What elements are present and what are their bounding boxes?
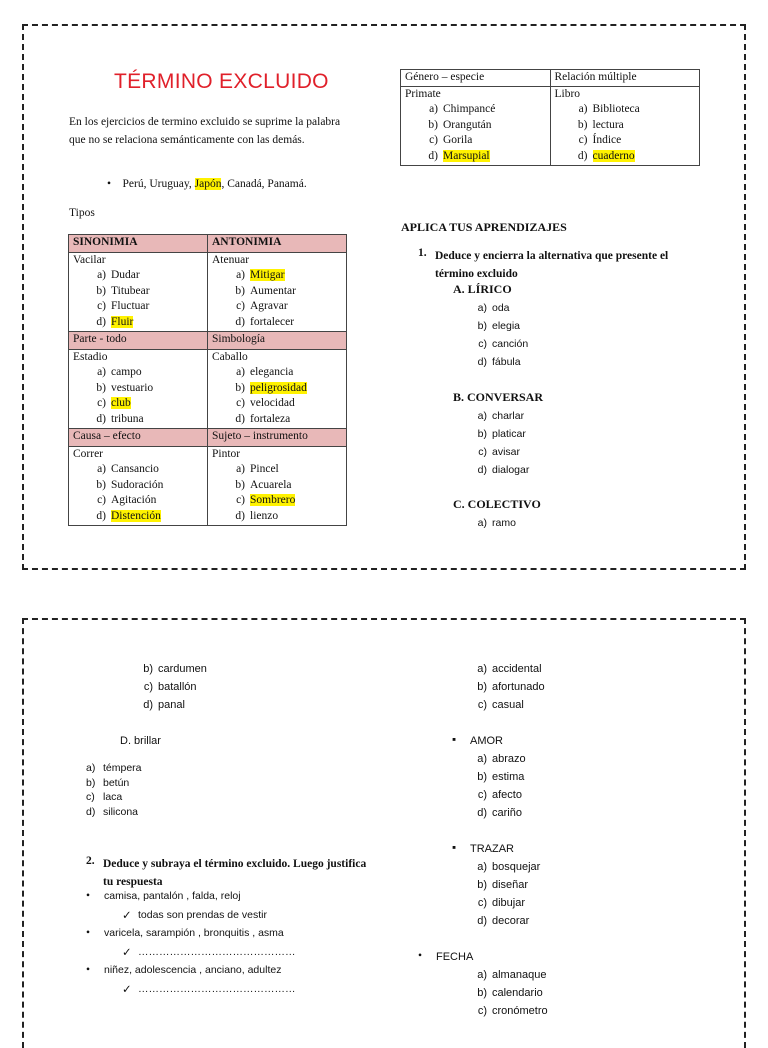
option-item <box>89 315 207 331</box>
option-text: laca <box>103 791 123 803</box>
option-text: campo <box>111 366 142 378</box>
option-text: Agravar <box>250 300 288 312</box>
option-item <box>228 315 346 331</box>
option-letter: a) <box>477 969 487 981</box>
option-item <box>571 118 700 134</box>
option-letter: c) <box>477 699 487 711</box>
option-text: abrazo <box>492 753 526 765</box>
option-item <box>470 969 546 981</box>
q2-justification: ……………………………………… <box>138 946 296 958</box>
option-text: lienzo <box>250 509 279 522</box>
option-letter: b) <box>477 320 487 332</box>
option-item <box>89 299 207 315</box>
option-letter: c) <box>578 134 588 146</box>
option-text: Chimpancé <box>443 103 496 115</box>
option-item <box>470 879 528 891</box>
option-text: Dudar <box>111 269 140 281</box>
q2-number: 2. <box>86 855 95 867</box>
table-header-row <box>401 70 700 87</box>
option-letter: d) <box>477 464 487 476</box>
option-text: Distención <box>111 509 161 522</box>
q2-justification: todas son prendas de vestir <box>138 909 267 921</box>
header-cell: Relación múltiple <box>550 70 700 87</box>
option-letter: d) <box>477 915 487 927</box>
option-list <box>555 102 700 164</box>
option-list <box>212 365 346 427</box>
option-item <box>136 681 197 693</box>
option-letter: a) <box>236 366 245 378</box>
option-item <box>89 396 207 412</box>
bullet-icon: • <box>418 950 423 962</box>
option-item <box>89 462 207 478</box>
table-body-row <box>401 87 700 166</box>
option-item <box>470 428 526 440</box>
option-text: fábula <box>492 356 521 368</box>
option-item <box>421 133 550 149</box>
option-item <box>470 681 545 693</box>
table-body-row <box>69 349 347 429</box>
option-letter: c) <box>97 494 106 506</box>
header-cell: Causa – efecto <box>69 429 208 447</box>
option-item <box>470 771 524 783</box>
table-cell <box>69 252 208 332</box>
option-letter: d) <box>235 509 245 522</box>
option-letter: d) <box>477 356 487 368</box>
option-text: Fluctuar <box>111 300 150 312</box>
example-after: , Canadá, Panamá. <box>221 178 307 190</box>
option-item <box>136 663 207 675</box>
option-text: Orangután <box>443 118 492 131</box>
section-title: D. brillar <box>120 735 161 747</box>
option-text: cuaderno <box>592 149 635 162</box>
option-letter: d) <box>86 805 96 818</box>
bullet-icon: • <box>107 178 112 190</box>
option-text: canción <box>492 338 529 350</box>
option-item <box>89 268 207 284</box>
option-text: elegancia <box>250 366 294 378</box>
option-item <box>470 302 510 314</box>
option-item <box>470 699 524 711</box>
option-item <box>470 987 543 999</box>
example-highlight: Japón <box>194 178 222 190</box>
option-letter: b) <box>86 776 96 789</box>
section-title: B. CONVERSAR <box>453 390 544 404</box>
option-letter: b) <box>577 118 588 131</box>
option-letter: a) <box>86 762 96 774</box>
option-list <box>73 365 207 427</box>
option-text: platicar <box>492 428 526 440</box>
option-list <box>212 462 346 524</box>
cell-word: Primate <box>405 88 441 100</box>
types-table <box>68 234 347 526</box>
table-header-row <box>69 235 347 253</box>
option-letter: b) <box>477 428 487 440</box>
option-list <box>73 268 207 330</box>
cell-word: Correr <box>73 447 104 460</box>
option-item <box>470 897 525 909</box>
option-item <box>470 663 542 675</box>
option-letter: b) <box>235 478 245 491</box>
table-header-row <box>69 429 347 447</box>
option-item <box>470 861 540 873</box>
header-cell: Sujeto – instrumento <box>208 429 347 447</box>
option-letter: c) <box>86 791 95 803</box>
option-item <box>86 777 129 789</box>
option-text: Marsupial <box>443 149 490 162</box>
option-letter: a) <box>477 410 487 422</box>
table-cell <box>208 446 347 526</box>
option-item <box>470 356 521 368</box>
bullet-icon: • <box>86 927 91 939</box>
option-item <box>470 517 516 529</box>
option-text: Cansancio <box>111 463 159 475</box>
option-letter: d) <box>577 149 588 162</box>
option-letter: b) <box>428 118 438 131</box>
table-cell <box>69 446 208 526</box>
option-text: fortaleza <box>250 412 291 425</box>
option-letter: d) <box>96 315 106 328</box>
option-letter: a) <box>97 463 106 475</box>
bullet-icon: ▪ <box>452 842 457 854</box>
option-text: témpera <box>103 762 142 774</box>
bullet-icon: • <box>86 964 91 976</box>
option-letter: b) <box>477 681 487 693</box>
option-item <box>136 699 185 711</box>
option-text: Gorila <box>443 134 473 146</box>
cell-word: Pintor <box>212 447 241 460</box>
aplica-heading: APLICA TUS APRENDIZAJES <box>401 220 567 234</box>
option-text: ramo <box>492 517 516 529</box>
option-item <box>228 412 346 428</box>
option-text: estima <box>492 771 525 783</box>
option-letter: a) <box>477 861 487 873</box>
option-item <box>228 493 346 509</box>
option-text: silicona <box>103 805 139 818</box>
cell-word: Caballo <box>212 350 248 363</box>
option-text: batallón <box>158 681 197 693</box>
option-item <box>228 478 346 494</box>
option-item <box>470 446 520 458</box>
option-item <box>89 381 207 397</box>
option-letter: c) <box>143 681 153 693</box>
table-cell <box>69 349 208 429</box>
q1-number: 1. <box>418 247 427 259</box>
example-before: Perú, Uruguay, <box>122 178 195 190</box>
option-text: dibujar <box>492 897 526 909</box>
q2-item-text: niñez, adolescencia , anciano, adultez <box>104 964 282 976</box>
cell-word: Libro <box>554 88 581 100</box>
option-text: decorar <box>492 915 530 927</box>
option-item <box>228 462 346 478</box>
option-letter: c) <box>477 789 487 801</box>
option-text: casual <box>492 699 524 711</box>
option-text: cardumen <box>158 663 207 675</box>
genero-relacion-table <box>400 69 700 166</box>
table-cell <box>208 349 347 429</box>
option-letter: a) <box>578 103 588 115</box>
option-text: lectura <box>592 118 624 131</box>
option-text: dialogar <box>492 464 530 476</box>
bullet-icon: • <box>86 890 91 902</box>
option-text: velocidad <box>250 397 295 409</box>
option-letter: b) <box>477 987 487 999</box>
option-list <box>73 462 207 524</box>
option-item <box>228 299 346 315</box>
option-letter: d) <box>96 509 106 522</box>
table-cell <box>401 87 551 166</box>
option-letter: d) <box>235 315 245 328</box>
option-item <box>470 915 529 927</box>
section-title: FECHA <box>436 951 474 963</box>
option-item <box>421 118 550 134</box>
option-text: cariño <box>492 807 522 819</box>
option-letter: c) <box>236 397 245 409</box>
section-title: AMOR <box>470 735 503 747</box>
option-text: vestuario <box>111 381 154 394</box>
option-item <box>470 753 526 765</box>
option-letter: c) <box>478 338 487 350</box>
section-title: TRAZAR <box>470 843 514 855</box>
option-letter: a) <box>429 103 438 115</box>
intro-paragraph: En los ejercicios de termino excluido se suprime la palabra que no se relaciona semánticamente con las demás. <box>69 116 341 146</box>
bullet-icon: ▪ <box>452 734 457 746</box>
option-text: charlar <box>492 410 525 422</box>
option-text: afortunado <box>492 681 545 693</box>
option-text: club <box>111 397 131 409</box>
option-text: avisar <box>492 446 521 458</box>
option-item <box>228 284 346 300</box>
option-text: Biblioteca <box>592 103 640 115</box>
option-letter: a) <box>97 269 106 281</box>
option-text: Agitación <box>111 494 157 506</box>
option-letter: b) <box>143 663 153 675</box>
option-letter: a) <box>97 366 106 378</box>
option-item <box>89 478 207 494</box>
option-item <box>421 149 550 165</box>
option-item <box>228 509 346 525</box>
option-letter: a) <box>236 463 245 475</box>
option-text: cronómetro <box>492 1005 548 1017</box>
option-letter: b) <box>96 284 106 297</box>
option-text: peligrosidad <box>250 381 307 394</box>
option-item <box>228 396 346 412</box>
option-letter: c) <box>236 300 245 312</box>
table-body-row <box>69 446 347 526</box>
option-letter: b) <box>96 478 106 491</box>
option-letter: c) <box>236 494 245 506</box>
q2-item-text: varicela, sarampión , bronquitis , asma <box>104 927 284 939</box>
option-item <box>89 365 207 381</box>
option-list <box>405 102 550 164</box>
option-text: oda <box>492 302 510 314</box>
check-icon: ✓ <box>122 947 132 959</box>
option-item <box>89 509 207 525</box>
cell-word: Estadio <box>73 350 108 363</box>
option-text: Acuarela <box>250 478 292 491</box>
header-cell: ANTONIMIA <box>208 235 347 253</box>
option-item <box>470 338 528 350</box>
option-letter: d) <box>96 412 106 425</box>
q2-justification: ……………………………………… <box>138 983 296 995</box>
option-text: bosquejar <box>492 861 541 873</box>
option-letter: d) <box>235 412 245 425</box>
cell-word: Vacilar <box>73 253 106 266</box>
tipos-label: Tipos <box>69 207 95 219</box>
option-text: Aumentar <box>250 284 296 297</box>
option-item <box>228 381 346 397</box>
option-item <box>228 268 346 284</box>
option-text: Fluir <box>111 315 134 328</box>
option-item <box>470 807 522 819</box>
table-header-row <box>69 332 347 350</box>
header-cell: Género – especie <box>401 70 551 87</box>
option-item <box>571 102 700 118</box>
option-letter: c) <box>477 1005 487 1017</box>
section-title: A. LÍRICO <box>453 282 512 296</box>
option-item <box>470 410 524 422</box>
option-item <box>470 320 520 332</box>
option-letter: c) <box>477 897 487 909</box>
option-item <box>571 133 700 149</box>
option-letter: c) <box>429 134 438 146</box>
option-item <box>571 149 700 165</box>
option-letter: d) <box>477 807 487 819</box>
option-letter: d) <box>143 699 153 711</box>
option-letter: b) <box>477 771 487 783</box>
header-cell: Parte - todo <box>69 332 208 350</box>
option-item <box>86 791 122 803</box>
section-title: C. COLECTIVO <box>453 497 541 511</box>
table-body-row <box>69 252 347 332</box>
option-text: almanaque <box>492 969 547 981</box>
option-item <box>86 806 138 818</box>
table-cell <box>208 252 347 332</box>
option-text: afecto <box>492 789 522 801</box>
cell-word: Atenuar <box>212 253 250 266</box>
page-title: TÉRMINO EXCLUIDO <box>114 70 329 93</box>
option-letter: c) <box>478 446 487 458</box>
option-letter: a) <box>477 517 487 529</box>
example-item <box>107 178 307 190</box>
q1-instruction: Deduce y encierra la alternativa que presente el término excluido <box>435 250 669 280</box>
q2-instruction: Deduce y subraya el término excluido. Luego justifica tu respuesta <box>103 858 367 888</box>
option-letter: a) <box>236 269 245 281</box>
option-letter: b) <box>477 879 487 891</box>
option-text: elegia <box>492 320 521 332</box>
option-letter: a) <box>477 753 487 765</box>
table-cell <box>550 87 700 166</box>
option-letter: b) <box>235 381 245 394</box>
option-item <box>86 762 142 774</box>
option-text: diseñar <box>492 879 529 891</box>
check-icon: ✓ <box>122 910 132 922</box>
option-letter: b) <box>235 284 245 297</box>
option-text: panal <box>158 699 185 711</box>
option-text: accidental <box>492 663 542 675</box>
option-item <box>421 102 550 118</box>
option-text: Sombrero <box>250 494 296 506</box>
option-text: Pincel <box>250 463 279 475</box>
option-text: Sudoración <box>111 478 164 491</box>
option-list <box>212 268 346 330</box>
option-item <box>470 789 522 801</box>
option-text: Mitigar <box>250 269 285 281</box>
q2-item-text: camisa, pantalón , falda, reloj <box>104 890 241 902</box>
option-letter: b) <box>96 381 106 394</box>
option-letter: d) <box>428 149 438 162</box>
header-cell: SINONIMIA <box>69 235 208 253</box>
option-item <box>470 1005 548 1017</box>
option-item <box>89 284 207 300</box>
option-item <box>470 464 529 476</box>
option-letter: a) <box>477 663 487 675</box>
header-cell: Simbología <box>208 332 347 350</box>
check-icon: ✓ <box>122 984 132 996</box>
option-text: betún <box>103 776 130 789</box>
option-letter: c) <box>97 397 106 409</box>
option-text: calendario <box>492 987 543 999</box>
option-letter: a) <box>477 302 487 314</box>
option-text: tribuna <box>111 412 144 425</box>
option-letter: c) <box>97 300 106 312</box>
option-text: fortalecer <box>250 315 295 328</box>
option-item <box>228 365 346 381</box>
option-text: Índice <box>592 134 622 146</box>
option-item <box>89 493 207 509</box>
option-item <box>89 412 207 428</box>
option-text: Titubear <box>111 284 150 297</box>
